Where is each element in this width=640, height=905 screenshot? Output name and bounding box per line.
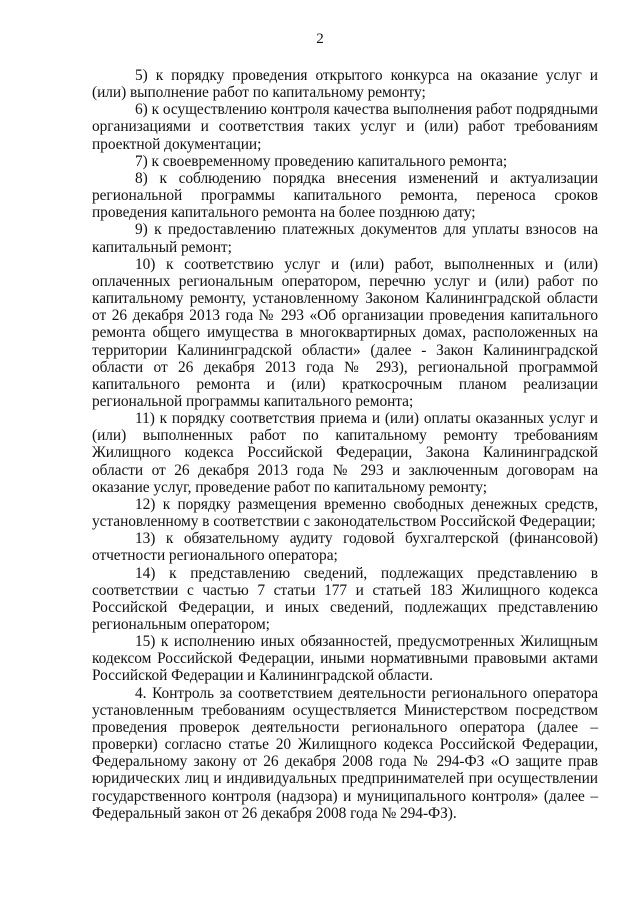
paragraph-item-5: 5) к порядку проведения открытого конкурса на оказание услуг и (или) выполнение работ по капитальному ремонту;	[92, 67, 598, 102]
paragraph-item-10: 10) к соответствию услуг и (или) работ, выполненных и (или) оплаченных региональным оператором, перечню услуг и (или) работ по капитальному ремонту, установленному Законом Калининградской области от 26 декабря 2013 года № 293 «Об организации проведения капитального ремонта общего имущества в многоквартирных домах, расположенных на территории Калининградской области» (далее - Закон Калининградской области от 26 декабря 2013 года № 293), региональной программой капитального ремонта и (или) краткосрочным планом реализации региональной программы капитального ремонта;	[92, 255, 598, 410]
paragraph-item-12: 12) к порядку размещения временно свободных денежных средств, установленному в соответствии с законодательством Российской Федерации;	[92, 495, 598, 531]
paragraph-item-8: 8) к соблюдению порядка внесения изменений и актуализации региональной программы капитального ремонта, переноса сроков проведения капитального ремонта на более позднюю дату;	[92, 169, 598, 222]
paragraph-item-13: 13) к обязательному аудиту годовой бухгалтерской (финансовой) отчетности регионального оператора;	[92, 530, 598, 565]
paragraph-item-11: 11) к порядку соответствия приема и (или) оплаты оказанных услуг и (или) выполненных работ по капитальному ремонту требованиям Жилищного кодекса Российской Федерации, Закона Калининградской области от 26 декабря 2013 года № 293 и заключенным договорам на оказание услуг, проведение работ по капитальному ремонту;	[92, 410, 598, 496]
paragraph-section-4: 4. Контроль за соответствием деятельности регионального оператора установленным требованиям осуществляется Министерством посредством проведения проверок деятельности регионального оператора (далее – проверки) согласно статье 20 Жилищного кодекса Российской Федерации, Федеральному закону от 26 декабря 2008 года № 294-ФЗ «О защите прав юридических лиц и индивидуальных предпринимателей при осуществлении государственного контроля (надзора) и муниципального контроля» (далее – Федеральный закон от 26 декабря 2008 года № 294-ФЗ).	[92, 684, 598, 822]
paragraph-item-6: 6) к осуществлению контроля качества выполнения работ подрядными организациями и соответствия таких услуг и (или) работ требованиям проектной документации;	[92, 101, 598, 153]
paragraph-item-14: 14) к представлению сведений, подлежащих представлению в соответствии с частью 7 статьи 177 и статьей 183 Жилищного кодекса Российской Федерации, и иных сведений, подлежащих представлению региональным оператором;	[92, 564, 598, 633]
paragraph-item-7: 7) к своевременному проведению капитального ремонта;	[135, 152, 508, 170]
paragraph-item-9: 9) к предоставлению платежных документов для уплаты взносов на капитальный ремонт;	[92, 221, 598, 256]
paragraph-item-15: 15) к исполнению иных обязанностей, предусмотренных Жилищным кодексом Российской Федерации, иными нормативными правовыми актами Российской Федерации и Калининградской области.	[92, 633, 598, 685]
page-number: 2	[316, 31, 324, 47]
document-body	[92, 67, 598, 822]
